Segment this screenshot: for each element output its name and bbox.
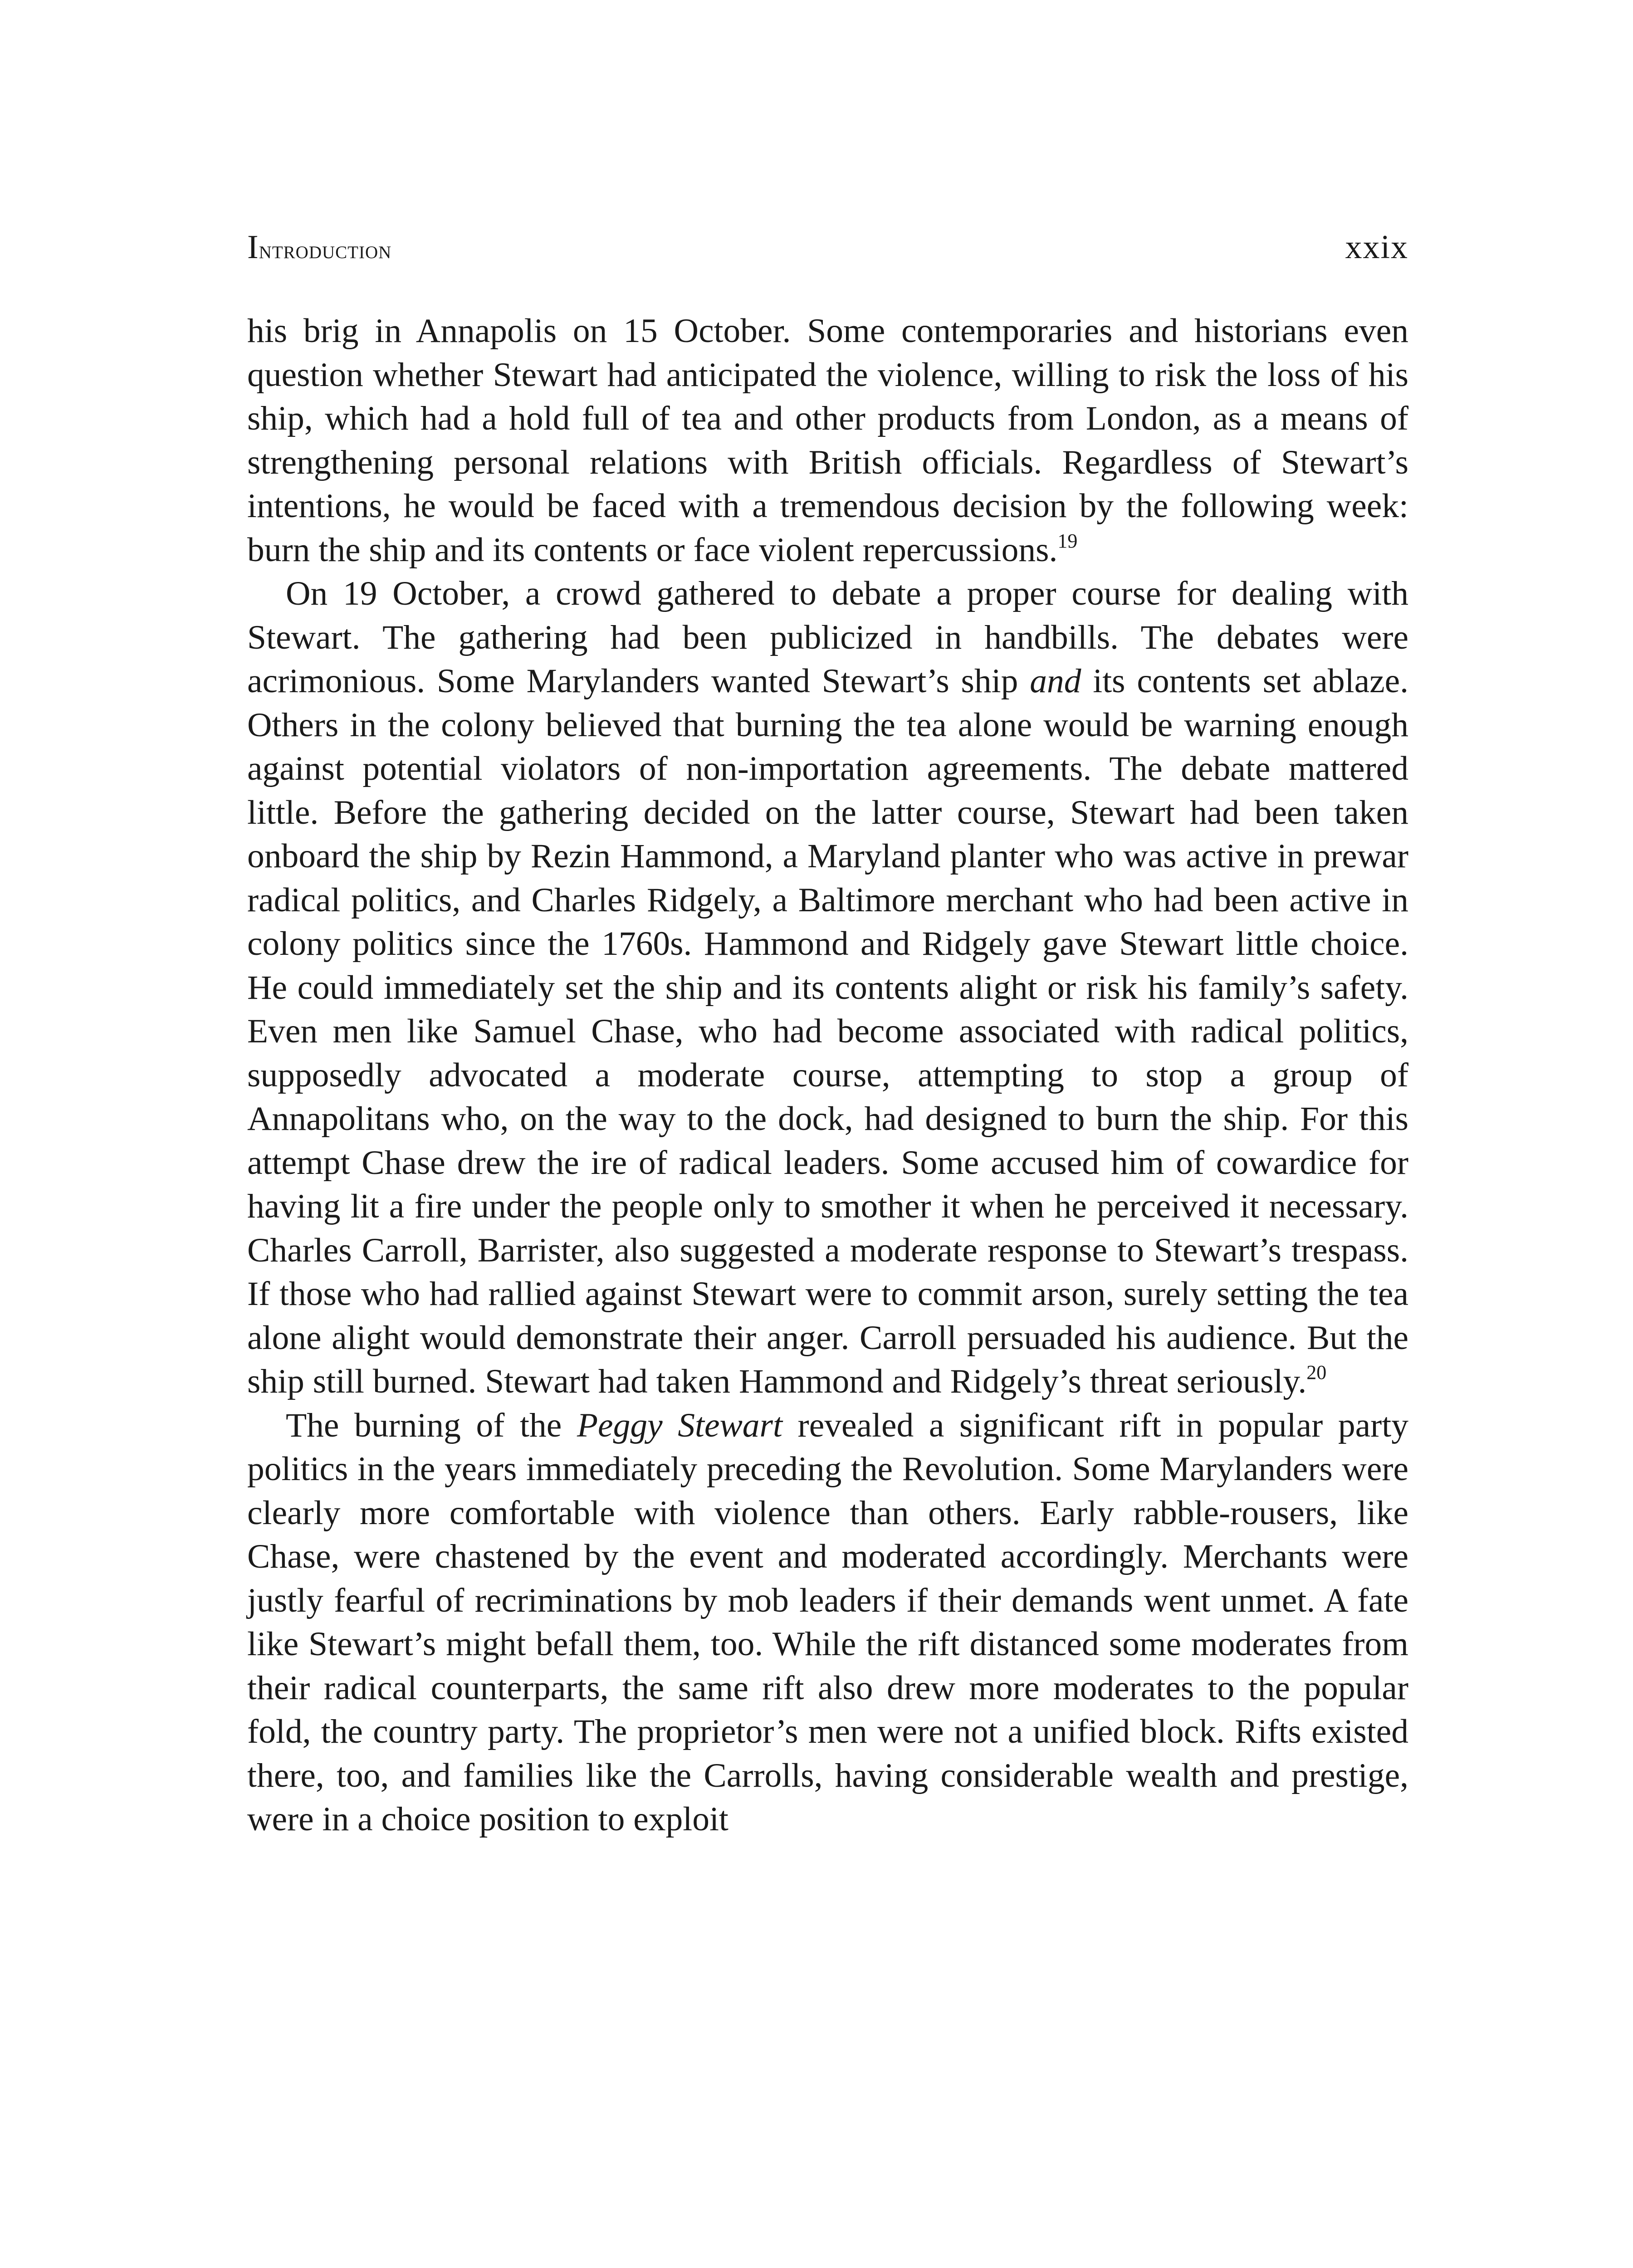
paragraph-3-italic-ship-name: Peggy Stewart — [577, 1406, 782, 1444]
paragraph-2-italic-and: and — [1030, 662, 1081, 700]
paragraph-3-text-b: revealed a significant rift in popular party politics in the years immediately preceding the Revolution. Some Marylanders were clearly more comfortable with violence than others. Early rabble-rousers, like Chase, were chastened by the event and moderated accordingly. Merchants were justly fearful of recriminations by mob leaders if their demands went unmet. A fate like Stewart’s might befall them, too. While the rift distanced some moderates from their radical counterparts, the same rift also drew more moderates to the popular fold, the country party. The proprietor’s men were not a unified block. Rifts existed there, too, and families like the Carrolls, having considerable wealth and prestige, were in a choice position to exploit — [247, 1406, 1408, 1838]
paragraph-1 — [247, 309, 1408, 572]
paragraph-3-text-a: The burning of the — [286, 1406, 577, 1444]
paragraph-2 — [247, 572, 1408, 1404]
page-header — [247, 229, 1408, 265]
footnote-ref-20[interactable]: 20 — [1306, 1361, 1327, 1383]
footnote-ref-19[interactable]: 19 — [1057, 529, 1078, 552]
body-text — [247, 309, 1408, 1842]
running-title-initial: I — [247, 229, 259, 266]
page-number: xxix — [1345, 229, 1408, 266]
running-title-rest: ntroduction — [259, 236, 392, 264]
paragraph-1-text: his brig in Annapolis on 15 October. Some contemporaries and historians even question whether Stewart had anticipated the violence, willing to risk the loss of his ship, which had a hold full of tea and other products from London, as a means of strengthening personal relations with British officials. Regardless of Stewart’s intentions, he would be faced with a tremendous decision by the following week: burn the ship and its contents or face violent repercussions. — [247, 312, 1408, 569]
running-title — [247, 229, 391, 268]
paragraph-3 — [247, 1404, 1408, 1842]
paragraph-2-text-b: its contents set ablaze. Others in the colony believed that burning the tea alone would be warning enough against potential violators of non-importation agreements. The debate mattered little. Before the gathering decided on the latter course, Stewart had been taken onboard the ship by Rezin Hammond, a Maryland planter who was active in prewar radical politics, and Charles Ridgely, a Baltimore merchant who had been active in colony politics since the 1760s. Hammond and Ridgely gave Stewart little choice. He could immediately set the ship and its contents alight or risk his family’s safety. Even men like Samuel Chase, who had become associated with radical politics, supposedly advocated a moderate course, attempting to stop a group of Annapolitans who, on the way to the dock, had designed to burn the ship. For this attempt Chase drew the ire of radical leaders. Some accused him of cowardice for having lit a fire under the people only to smother it when he perceived it necessary. Charles Carroll, Barrister, also suggested a moderate response to Stewart’s trespass. If those who had rallied against Stewart were to commit arson, surely setting the tea alone alight would demonstrate their anger. Carroll persuaded his audience. But the ship still burned. Stewart had taken Hammond and Ridgely’s threat seriously. — [247, 662, 1409, 1400]
paragraph-2-text-a: On 19 October, a crowd gathered to debate a proper course for dealing with Stewart. The gathering had been publicized in handbills. The debates were acrimonious. Some Marylanders wanted Stewart’s ship — [247, 575, 1408, 700]
